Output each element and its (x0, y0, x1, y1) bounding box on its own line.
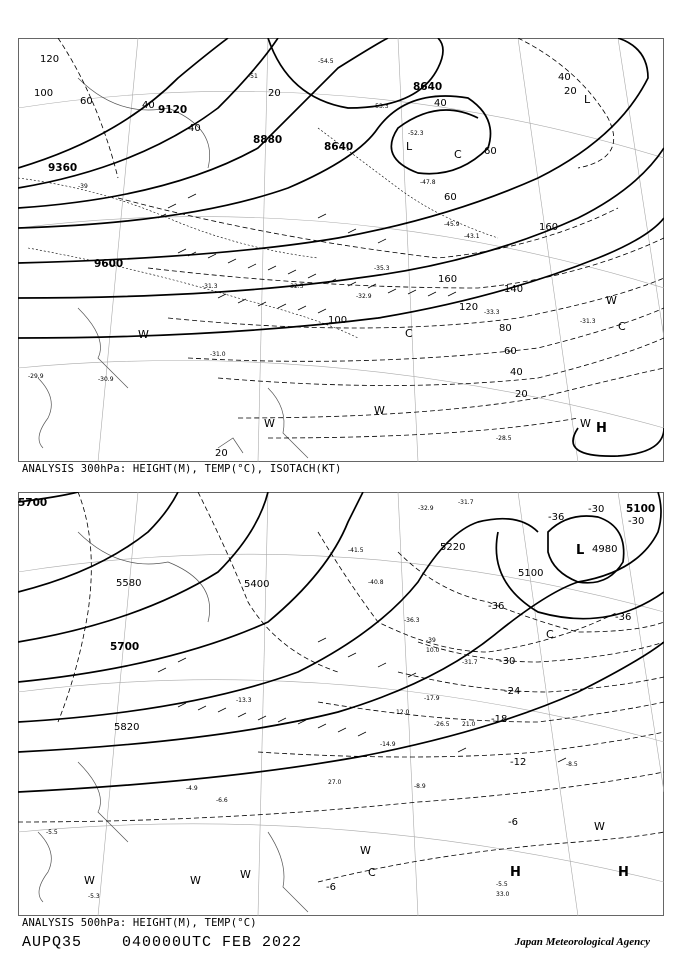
warm-symbol: W (374, 404, 385, 417)
temp-label: -31.3 (580, 318, 596, 325)
height-label: 9120 (158, 104, 188, 116)
warm-symbol: W (606, 294, 617, 307)
temp-label: -32.5 (288, 283, 304, 290)
warm-symbol: W (240, 868, 251, 881)
temp-label: -39 (78, 183, 88, 190)
isotach-label: 100 (34, 88, 54, 99)
temp-label: -30.9 (98, 376, 114, 383)
graticule-300 (18, 38, 664, 462)
warm-symbol: W (360, 844, 371, 857)
cold-symbol: C (546, 628, 554, 641)
station-value: -13.3 (236, 697, 252, 704)
station-value: -5.3 (88, 893, 100, 900)
station-value: -41.5 (348, 547, 364, 554)
isotach-label: 40 (558, 72, 571, 83)
temp-label: -18 (491, 714, 508, 725)
station-value: -8.9 (414, 783, 426, 790)
isotherms-300 (18, 128, 498, 338)
isotach-label: 80 (499, 323, 512, 334)
isotach-label: 20 (215, 448, 228, 459)
temp-label: -6 (326, 882, 336, 893)
isotach-label: 40 (142, 100, 155, 111)
station-value: 10.0 (426, 647, 440, 654)
temp-label: -30 (628, 516, 645, 527)
symbols-500 (84, 543, 632, 887)
station-value: -31.7 (458, 499, 474, 506)
height-label: 8640 (324, 141, 354, 153)
height-label: 5100 (518, 568, 544, 579)
isotach-label: 160 (438, 274, 458, 285)
analysis-datetime: 040000UTC FEB 2022 (122, 934, 303, 951)
low-symbol: L (576, 543, 585, 558)
station-value: 33.0 (496, 891, 510, 898)
height-label: 5700 (110, 641, 140, 653)
temp-label: -31.3 (202, 283, 218, 290)
isotach-labels-300 (34, 54, 577, 459)
station-value: -40.8 (368, 579, 384, 586)
temp-labels-300 (28, 58, 596, 442)
height-label: 5220 (440, 542, 466, 553)
station-value: 27.0 (328, 779, 342, 786)
isotach-label: 60 (444, 192, 457, 203)
isotach-label: 40 (188, 123, 201, 134)
station-value: -36.3 (404, 617, 420, 624)
isotach-label: 40 (434, 98, 447, 109)
temp-label: -53.3 (373, 103, 389, 110)
station-value: 21.0 (462, 721, 476, 728)
warm-symbol: W (138, 328, 149, 341)
isotach-label: 120 (459, 302, 479, 313)
warm-symbol: W (190, 874, 201, 887)
warm-symbol: W (84, 874, 95, 887)
height-label: 8880 (253, 134, 283, 146)
cold-symbol: C (454, 148, 462, 161)
temp-label: -29.9 (28, 373, 44, 380)
warm-symbol: W (594, 820, 605, 833)
cold-symbol: C (368, 866, 376, 879)
height-contours-300 (18, 38, 664, 456)
station-value: -39 (426, 637, 436, 644)
height-label: 5820 (114, 722, 140, 733)
station-value: -4.9 (186, 785, 198, 792)
height-label: 9360 (48, 162, 78, 174)
agency-name: Japan Meteorological Agency (514, 936, 650, 948)
cold-symbol: C (618, 320, 626, 333)
low-symbol: L (584, 93, 591, 106)
isotach-label: 20 (564, 86, 577, 97)
temp-label: -52.3 (408, 130, 424, 137)
height-labels-500 (18, 497, 655, 733)
height-label: 5100 (626, 503, 656, 515)
station-value: -14.9 (380, 741, 396, 748)
station-value: -5.5 (496, 881, 508, 888)
low-symbol: L (406, 140, 413, 153)
isotach-label: 120 (40, 54, 60, 65)
height-label: 5580 (116, 578, 142, 589)
temp-label: -30 (588, 504, 605, 515)
temp-label: -36 (615, 612, 632, 623)
product-code: AUPQ35 (22, 934, 83, 951)
map-300hpa (18, 38, 664, 462)
temp-label: -43.1 (464, 233, 480, 240)
temp-label: -32.9 (356, 293, 372, 300)
isotach-label: 160 (539, 222, 559, 233)
temp-label: -36 (488, 601, 505, 612)
temp-label: -24 (504, 686, 521, 697)
high-symbol: H (596, 421, 607, 436)
warm-symbol: W (264, 417, 275, 430)
temp-label: -30 (499, 656, 516, 667)
isotach-label: 20 (515, 389, 528, 400)
temp-label: -36 (548, 512, 565, 523)
station-value: -8.5 (566, 761, 578, 768)
high-symbol: H (510, 865, 521, 880)
temp-label: -6 (508, 817, 518, 828)
station-value: -32.9 (418, 505, 434, 512)
isotach-label: 100 (328, 315, 348, 326)
station-value: -31.7 (462, 659, 478, 666)
height-label: 8640 (413, 81, 443, 93)
graticule-500 (18, 492, 664, 916)
station-value: 12.0 (396, 709, 410, 716)
temp-label: -12 (510, 757, 527, 768)
temp-label: -51 (248, 73, 258, 80)
station-value: -5.5 (46, 829, 58, 836)
station-value: -6.6 (216, 797, 228, 804)
high-symbol: H (618, 865, 629, 880)
temp-label: -31.0 (210, 351, 226, 358)
height-label: 5700 (18, 497, 48, 509)
temp-label: -33.3 (484, 309, 500, 316)
height-label: 9600 (94, 258, 124, 270)
temp-labels-500 (326, 504, 644, 893)
temp-label: -47.8 (420, 179, 436, 186)
map-500hpa (18, 492, 664, 916)
isotach-label: 20 (268, 88, 281, 99)
chart-300hpa (18, 38, 664, 462)
cold-symbol: C (405, 327, 413, 340)
isotach-label: 140 (504, 284, 524, 295)
temp-label: -45.9 (444, 221, 460, 228)
temp-label: -28.5 (496, 435, 512, 442)
caption-300hpa: ANALYSIS 300hPa: HEIGHT(M), TEMP(°C), ISOTACH(KT) (22, 463, 342, 475)
isotach-label: 60 (484, 146, 497, 157)
chart-500hpa (18, 492, 664, 916)
warm-symbol: W (580, 417, 591, 430)
height-label: 5400 (244, 579, 270, 590)
isotachs-300 (58, 38, 664, 438)
station-value: -17.9 (424, 695, 440, 702)
height-label: 4980 (592, 544, 618, 555)
isotach-label: 60 (80, 96, 93, 107)
product-header (22, 934, 302, 951)
isotherms-500 (18, 492, 664, 882)
caption-500hpa: ANALYSIS 500hPa: HEIGHT(M), TEMP(°C) (22, 917, 257, 929)
isotach-label: 60 (504, 346, 517, 357)
temp-label: -35.3 (374, 265, 390, 272)
isotach-label: 40 (510, 367, 523, 378)
station-value: -26.5 (434, 721, 450, 728)
temp-label: -54.5 (318, 58, 334, 65)
